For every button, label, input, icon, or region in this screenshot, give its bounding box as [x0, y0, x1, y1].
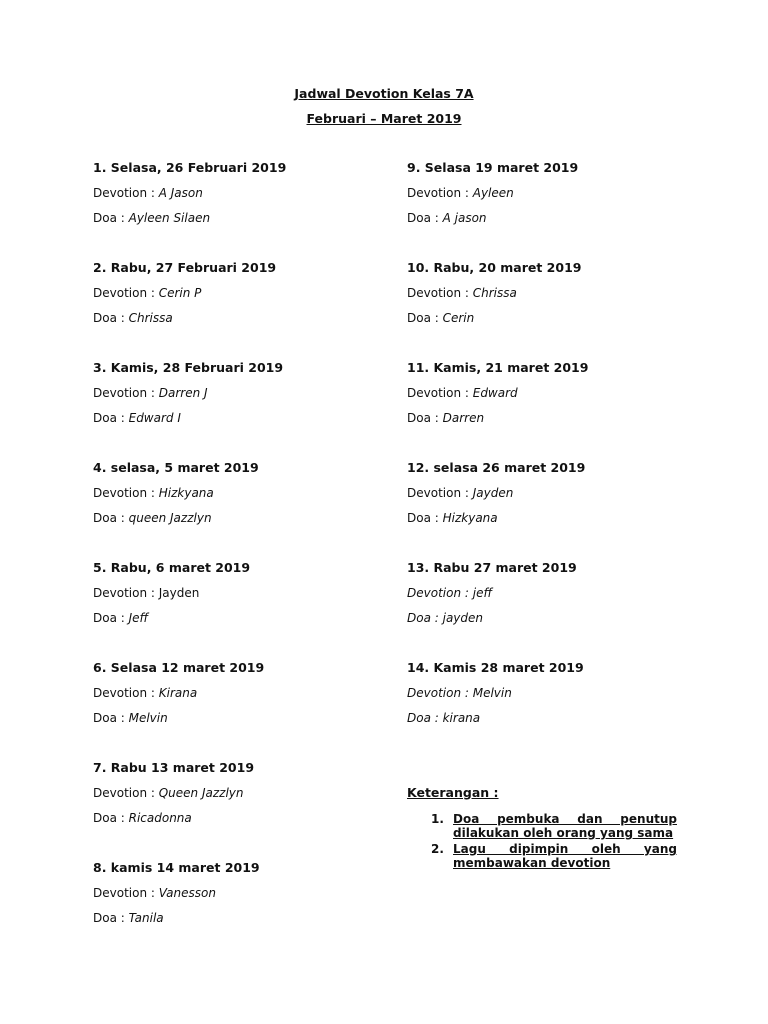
schedule-entry [93, 260, 373, 360]
notes-heading: Keterangan : [407, 785, 499, 800]
doa-label: Doa : [93, 311, 129, 325]
doa-name: Jeff [128, 611, 149, 625]
devotion-label: Devotion : [93, 586, 159, 600]
devotion-label: Devotion : [407, 486, 473, 500]
devotion-name: Queen Jazzlyn [158, 786, 244, 800]
doa-line [407, 510, 697, 526]
doa-label: Doa : [93, 411, 129, 425]
doa-line [407, 710, 697, 726]
schedule-entry [93, 660, 373, 760]
devotion-line [407, 285, 697, 301]
entry-heading: 4. selasa, 5 maret 2019 [93, 460, 259, 475]
doa-name: Edward I [128, 411, 181, 425]
devotion-line [93, 585, 373, 601]
doa-label: Doa : [407, 511, 443, 525]
doa-label: Doa : [93, 811, 129, 825]
note-item [407, 842, 677, 870]
devotion-label: Devotion : [407, 186, 473, 200]
doa-name: Cerin [442, 311, 475, 325]
devotion-name: Ayleen [472, 186, 514, 200]
schedule-entry [407, 460, 697, 560]
devotion-name: Darren J [158, 386, 208, 400]
devotion-label: Devotion : [93, 686, 159, 700]
devotion-name: Melvin [472, 686, 512, 700]
devotion-line [93, 685, 373, 701]
devotion-name: jeff [472, 586, 493, 600]
doa-label: Doa : [407, 311, 443, 325]
devotion-label: Devotion : [407, 386, 473, 400]
doa-line [93, 910, 373, 926]
entry-heading: 11. Kamis, 21 maret 2019 [407, 360, 589, 375]
doa-line [407, 310, 697, 326]
devotion-line [407, 185, 697, 201]
doa-line [93, 610, 373, 626]
doa-line [407, 610, 697, 626]
note-text: Doa pembuka dan penutup dilakukan oleh orang yang sama [453, 812, 677, 840]
schedule-entry [407, 660, 697, 760]
entry-heading: 14. Kamis 28 maret 2019 [407, 660, 584, 675]
doa-label: Doa : [407, 711, 443, 725]
doa-line [407, 410, 697, 426]
entry-heading: 3. Kamis, 28 Februari 2019 [93, 360, 284, 375]
doa-label: Doa : [93, 511, 129, 525]
devotion-label: Devotion : [407, 586, 473, 600]
devotion-line [93, 385, 373, 401]
schedule-entry [93, 860, 373, 960]
devotion-line [407, 685, 697, 701]
doa-name: A jason [442, 211, 487, 225]
devotion-label: Devotion : [93, 886, 159, 900]
doa-label: Doa : [407, 611, 443, 625]
entry-heading: 10. Rabu, 20 maret 2019 [407, 260, 582, 275]
devotion-line [93, 485, 373, 501]
devotion-name: Vanesson [158, 886, 216, 900]
doa-line [93, 510, 373, 526]
devotion-label: Devotion : [93, 186, 159, 200]
doa-label: Doa : [93, 611, 129, 625]
doa-name: kirana [442, 711, 481, 725]
devotion-line [407, 485, 697, 501]
doa-label: Doa : [93, 911, 129, 925]
entry-heading: 7. Rabu 13 maret 2019 [93, 760, 255, 775]
devotion-line [93, 785, 373, 801]
schedule-entry [407, 160, 697, 260]
doa-label: Doa : [93, 211, 129, 225]
devotion-name: A Jason [158, 186, 203, 200]
document-title: Jadwal Devotion Kelas 7A [294, 86, 474, 101]
schedule-entry [93, 560, 373, 660]
schedule-entry [93, 760, 373, 860]
schedule-entry [93, 460, 373, 560]
note-text: Lagu dipimpin oleh yang membawakan devotion [453, 842, 677, 870]
entry-heading: 6. Selasa 12 maret 2019 [93, 660, 265, 675]
schedule-entry [407, 560, 697, 660]
devotion-label: Devotion : [407, 686, 473, 700]
doa-line [93, 210, 373, 226]
schedule-entry [407, 360, 697, 460]
document-subtitle: Februari – Maret 2019 [306, 111, 462, 126]
devotion-label: Devotion : [93, 386, 159, 400]
entry-heading: 5. Rabu, 6 maret 2019 [93, 560, 251, 575]
devotion-name: Edward [472, 386, 518, 400]
doa-name: Melvin [128, 711, 168, 725]
note-item [407, 812, 677, 840]
doa-name: Tanila [128, 911, 164, 925]
doa-name: Ricadonna [128, 811, 192, 825]
doa-label: Doa : [407, 411, 443, 425]
devotion-name: Hizkyana [158, 486, 214, 500]
doa-name: Ayleen Silaen [128, 211, 211, 225]
entry-heading: 2. Rabu, 27 Februari 2019 [93, 260, 277, 275]
doa-label: Doa : [407, 211, 443, 225]
note-number: 2. [431, 842, 444, 856]
devotion-name: Cerin P [158, 286, 202, 300]
doa-name: Hizkyana [442, 511, 498, 525]
doa-name: queen Jazzlyn [128, 511, 212, 525]
notes-section [407, 785, 677, 872]
devotion-name: Chrissa [472, 286, 517, 300]
devotion-line [407, 585, 697, 601]
devotion-line [93, 885, 373, 901]
devotion-label: Devotion : [93, 486, 159, 500]
note-number: 1. [431, 812, 444, 826]
entry-heading: 13. Rabu 27 maret 2019 [407, 560, 577, 575]
devotion-name: Kirana [158, 686, 198, 700]
doa-line [93, 310, 373, 326]
doa-name: Darren [442, 411, 485, 425]
doa-line [93, 410, 373, 426]
entry-heading: 1. Selasa, 26 Februari 2019 [93, 160, 287, 175]
entry-heading: 9. Selasa 19 maret 2019 [407, 160, 579, 175]
devotion-line [407, 385, 697, 401]
schedule-entry [93, 360, 373, 460]
schedule-column-left [93, 160, 373, 960]
entry-heading: 12. selasa 26 maret 2019 [407, 460, 586, 475]
doa-line [93, 710, 373, 726]
doa-name: Chrissa [128, 311, 173, 325]
doa-name: jayden [442, 611, 484, 625]
devotion-label: Devotion : [93, 786, 159, 800]
devotion-label: Devotion : [407, 286, 473, 300]
schedule-entry [407, 260, 697, 360]
schedule-entry [93, 160, 373, 260]
entry-heading: 8. kamis 14 maret 2019 [93, 860, 260, 875]
doa-line [407, 210, 697, 226]
devotion-name: Jayden [158, 586, 200, 600]
devotion-line [93, 285, 373, 301]
doa-label: Doa : [93, 711, 129, 725]
schedule-column-right [407, 160, 697, 760]
devotion-line [93, 185, 373, 201]
devotion-label: Devotion : [93, 286, 159, 300]
doa-line [93, 810, 373, 826]
notes-list [407, 812, 677, 870]
devotion-name: Jayden [472, 486, 514, 500]
